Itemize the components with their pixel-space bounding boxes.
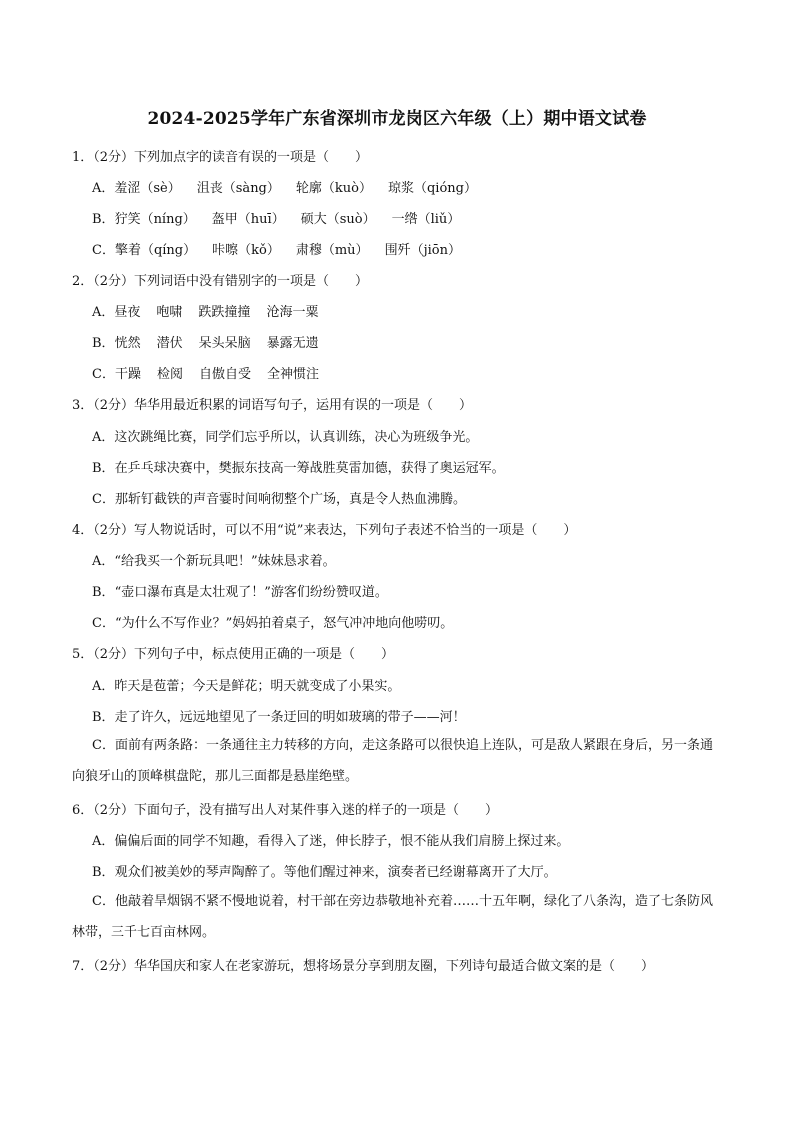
option-word: 咔嚓（kǒ） — [212, 243, 280, 258]
option-word: 擎着（qíng） — [114, 243, 197, 258]
option-word: 潜伏 — [156, 336, 183, 351]
question-3-option-a — [92, 426, 478, 445]
question-4-stem: 4．（2分）写人物说话时，可以不用“说”来表达，下列句子表述不恰当的一项是（ ） — [72, 523, 577, 538]
option-label: C． — [92, 243, 115, 258]
question-4-option-b — [92, 581, 388, 600]
option-label: B． — [92, 865, 115, 880]
question-1-stem: 1．（2分）下列加点字的读音有误的一项是（ ） — [72, 150, 369, 165]
option-word: 自傲自受 — [198, 367, 251, 382]
option-word: 狞笑（níng） — [114, 212, 196, 227]
option-text: 面前有两条路：一条通往主力转移的方向，走这条路可以很快追上连队，可是敌人紧跟在身后，另一条通向狼牙山的顶峰棋盘陀，那儿三面都是悬崖绝壁。 — [72, 738, 713, 784]
question-1-option-b — [92, 208, 460, 227]
exam-title: 2024-2025学年广东省深圳市龙岗区六年级（上）期中语文试卷 — [147, 109, 647, 129]
option-word: 暴露无遗 — [266, 336, 319, 351]
question-1-option-c — [92, 239, 461, 258]
question-1-option-a — [92, 177, 477, 196]
option-text: 这次跳绳比赛，同学们忘乎所以，认真训练，决心为班级争光。 — [114, 430, 479, 445]
option-word: 轮廓（kuò） — [295, 181, 372, 196]
option-word: 羞涩（sè） — [114, 181, 181, 196]
option-label: B． — [92, 710, 115, 725]
option-word: 盔甲（huī） — [211, 212, 285, 227]
option-label: A． — [92, 181, 115, 196]
option-text: 在乒乓球决赛中，樊振东技高一筹战胜莫雷加德，获得了奥运冠军。 — [114, 461, 505, 476]
question-7-stem: 7．（2分）华华国庆和家人在老家游玩，想将场景分享到朋友圈，下列诗句最适合做文案的是（ ） — [72, 959, 655, 974]
question-3-stem: 3．（2分）华华用最近积累的词语写句子，运用有误的一项是（ ） — [72, 398, 473, 413]
option-label: C． — [92, 367, 115, 382]
option-text: 走了许久，远远地望见了一条迂回的明如玻璃的带子——河！ — [114, 710, 466, 725]
option-text: 那斩钉截铁的声音霎时间响彻整个广场，真是令人热血沸腾。 — [114, 492, 466, 507]
option-text: “为什么不写作业？”妈妈拍着桌子，怒气冲冲地向他唠叨。 — [114, 616, 454, 631]
option-word: 昼夜 — [114, 305, 141, 320]
option-label: B． — [92, 212, 115, 227]
option-text: “壶口瀑布真是太壮观了！”游客们纷纷赞叹道。 — [114, 585, 388, 600]
option-word: 全神惯注 — [267, 367, 320, 382]
question-6-stem: 6．（2分）下面句子，没有描写出人对某件事入迷的样子的一项是（ ） — [72, 803, 499, 818]
question-3-option-b — [92, 457, 505, 476]
option-label: A． — [92, 554, 115, 569]
option-label: B． — [92, 461, 115, 476]
option-text: “给我买一个新玩具吧！”妹妹恳求着。 — [114, 554, 336, 569]
option-text: 观众们被美妙的琴声陶醉了。等他们醒过神来，演奏者已经谢幕离开了大厅。 — [114, 865, 557, 880]
option-label: C． — [92, 894, 115, 909]
option-word: 沧海一粟 — [266, 305, 319, 320]
question-2-option-b — [92, 332, 319, 351]
question-5-option-b — [92, 706, 466, 725]
option-word: 肃穆（mù） — [295, 243, 369, 258]
option-word: 检阅 — [156, 367, 183, 382]
question-3-option-c — [92, 488, 466, 507]
option-word: 硕大（suò） — [300, 212, 376, 227]
option-label: A． — [92, 834, 115, 849]
option-label: A． — [92, 430, 115, 445]
question-2-stem: 2．（2分）下列词语中没有错别字的一项是（ ） — [72, 274, 369, 289]
question-4-option-c — [92, 612, 453, 631]
option-word: 沮丧（sàng） — [196, 181, 280, 196]
question-5-option-a — [92, 675, 400, 694]
option-word: 一绺（liǔ） — [391, 212, 461, 227]
option-word: 恍然 — [114, 336, 141, 351]
option-word: 琼浆（qióng） — [387, 181, 477, 196]
question-5-option-c — [72, 730, 722, 792]
option-label: C． — [92, 738, 115, 753]
question-2-option-c — [92, 363, 319, 382]
option-word: 围歼（jiōn） — [384, 243, 461, 258]
question-6-option-c — [72, 886, 722, 948]
option-word: 咆啸 — [156, 305, 183, 320]
option-text: 他敲着旱烟锅不紧不慢地说着，村干部在旁边恭敬地补充着……十五年啊，绿化了八条沟，造了七条防风林带，三千七百亩林网。 — [72, 894, 713, 940]
question-4-option-a — [92, 550, 336, 569]
option-label: A． — [92, 679, 115, 694]
option-label: A． — [92, 305, 115, 320]
question-2-option-a — [92, 301, 318, 320]
option-label: C． — [92, 492, 115, 507]
option-label: B． — [92, 585, 115, 600]
option-label: C． — [92, 616, 115, 631]
option-word: 呆头呆脑 — [198, 336, 251, 351]
question-6-option-b — [92, 861, 557, 880]
option-text: 偏偏后面的同学不知趣，看得入了迷，伸长脖子，恨不能从我们肩膀上探过来。 — [114, 834, 570, 849]
question-5-stem: 5．（2分）下列句子中，标点使用正确的一项是（ ） — [72, 647, 395, 662]
question-6-option-a — [92, 830, 569, 849]
option-word: 跌跌撞撞 — [198, 305, 251, 320]
option-label: B． — [92, 336, 115, 351]
option-text: 昨天是苞蕾；今天是鲜花；明天就变成了小果实。 — [114, 679, 401, 694]
option-word: 干躁 — [114, 367, 141, 382]
